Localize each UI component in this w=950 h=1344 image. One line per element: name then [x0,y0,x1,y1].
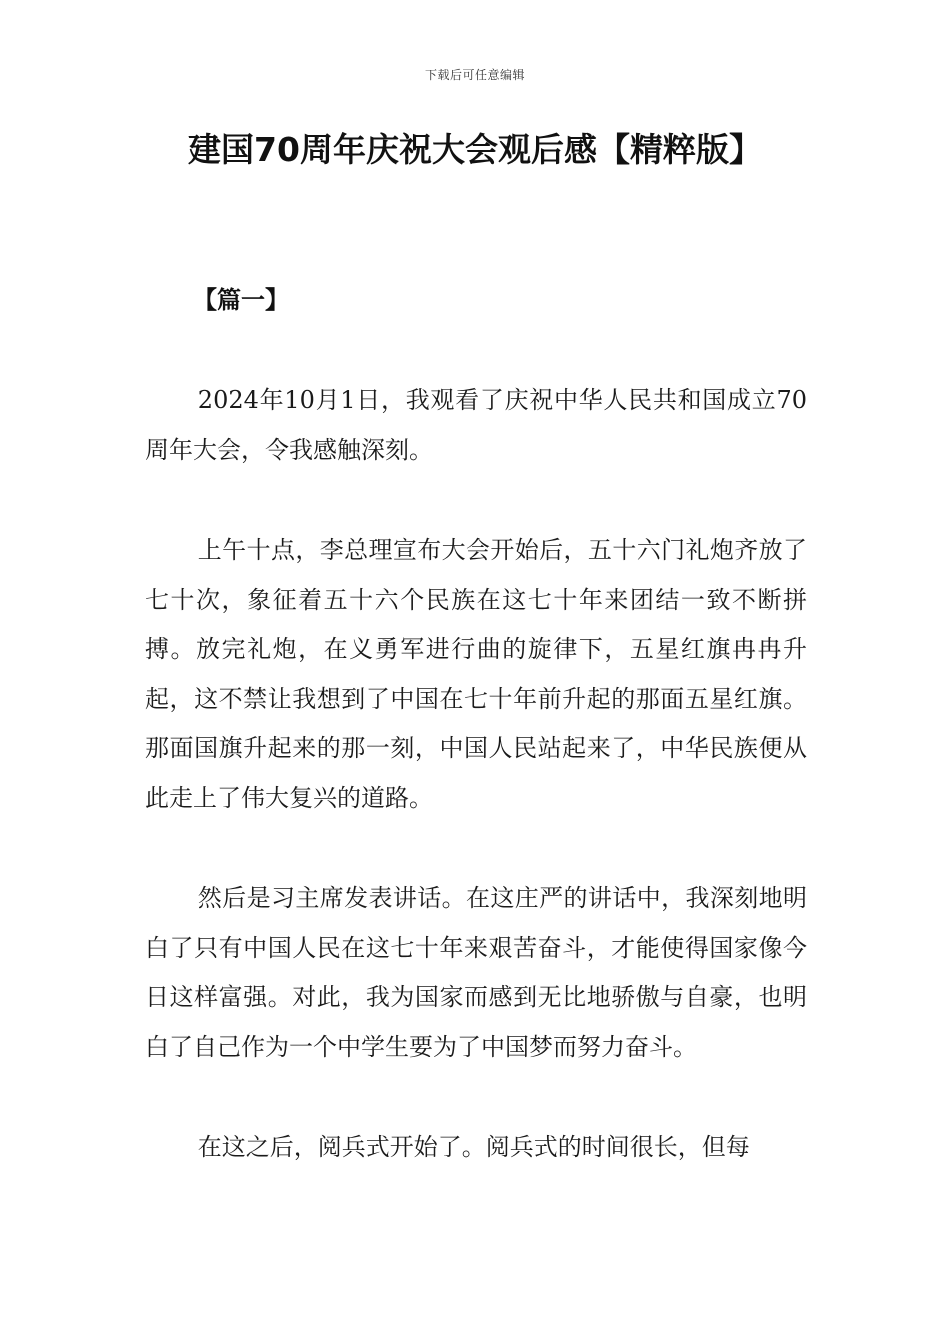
document-title: 建国70周年庆祝大会观后感【精粹版】 [188,130,762,169]
paragraph-4: 在这之后，阅兵式开始了。阅兵式的时间很长，但每 [197,1133,750,1161]
paragraph-1: 2024年10月1日，我观看了庆祝中华人民共和国成立70周年大会，令我感触深刻。 [145,386,807,464]
paragraph-2: 上午十点，李总理宣布大会开始后，五十六门礼炮齐放了七十次，象征着五十六个民族在这七十年来团结一致不断拼搏。放完礼炮，在义勇军进行曲的旋律下，五星红旗冉冉升起，这不禁让我想到了中国在七十年前升起的那面五星红旗。那面国旗升起来的那一刻，中国人民站起来了，中华民族便从此走上了伟大复兴的道路。 [145,536,807,812]
section-label: 【篇一】 [193,285,289,314]
header-note: 下载后可任意编辑 [424,68,525,82]
paragraph-3: 然后是习主席发表讲话。在这庄严的讲话中，我深刻地明白了只有中国人民在这七十年来艰苦奋斗，才能使得国家像今日这样富强。对此，我为国家而感到无比地骄傲与自豪，也明白了自己作为一个中学生要为了中国梦而努力奋斗。 [145,884,807,1061]
document-body [145,376,807,1224]
